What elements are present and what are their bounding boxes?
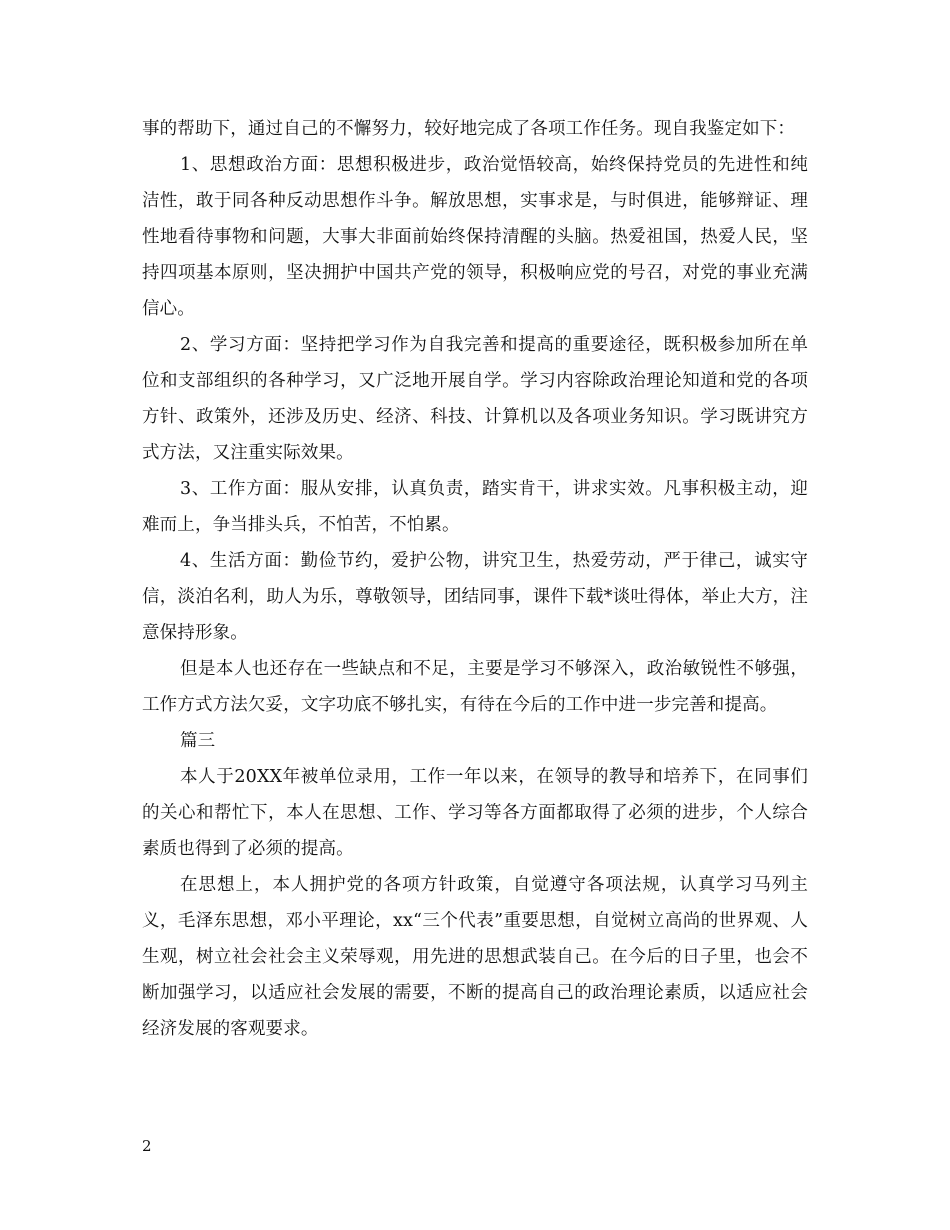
document-body [142,111,808,1047]
paragraph-shortcomings: 但是本人也还存在一些缺点和不足，主要是学习不够深入，政治敏锐性不够强，工作方式方法欠妥，文字功底不够扎实，有待在今后的工作中进一步完善和提高。 [142,659,808,715]
page-number: 2 [142,1137,152,1155]
section-heading: 篇三 [180,731,216,751]
paragraph-political: 1、思想政治方面：思想积极进步，政治觉悟较高，始终保持党员的先进性和纯洁性，敢于同各种反动思想作斗争。解放思想，实事求是，与时俱进，能够辩证、理性地看待事物和问题，大事大非面前始终保持清醒的头脑。热爱祖国，热爱人民，坚持四项基本原则，坚决拥护中国共产党的领导，积极响应党的号召，对党的事业充满信心。 [142,155,808,319]
paragraph-thought: 在思想上，本人拥护党的各项方针政策，自觉遵守各项法规，认真学习马列主义，毛泽东思想，邓小平理论，xx“三个代表”重要思想，自觉树立高尚的世界观、人生观，树立社会社会主义荣辱观，用先进的思想武装自己。在今后的日子里，也会不断加强学习，以适应社会发展的需要，不断的提高自己的政治理论素质，以适应社会经济发展的客观要求。 [142,875,808,1039]
paragraph-work: 3、工作方面：服从安排，认真负责，踏实肯干，讲求实效。凡事积极主动，迎难而上，争当排头兵，不怕苦，不怕累。 [142,479,808,535]
paragraph-intro: 本人于20XX年被单位录用，工作一年以来，在领导的教导和培养下，在同事们的关心和帮忙下，本人在思想、工作、学习等各方面都取得了必须的进步，个人综合素质也得到了必须的提高。 [142,767,808,859]
paragraph-life: 4、生活方面：勤俭节约，爱护公物，讲究卫生，热爱劳动，严于律己，诚实守信，淡泊名利，助人为乐，尊敬领导，团结同事，课件下载*谈吐得体，举止大方，注意保持形象。 [142,551,808,643]
paragraph-continuation: 事的帮助下，通过自己的不懈努力，较好地完成了各项工作任务。现自我鉴定如下： [142,119,796,139]
paragraph-study: 2、学习方面：坚持把学习作为自我完善和提高的重要途径，既积极参加所在单位和支部组织的各种学习，又广泛地开展自学。学习内容除政治理论知道和党的各项方针、政策外，还涉及历史、经济、科技、计算机以及各项业务知识。学习既讲究方式方法，又注重实际效果。 [142,335,808,463]
